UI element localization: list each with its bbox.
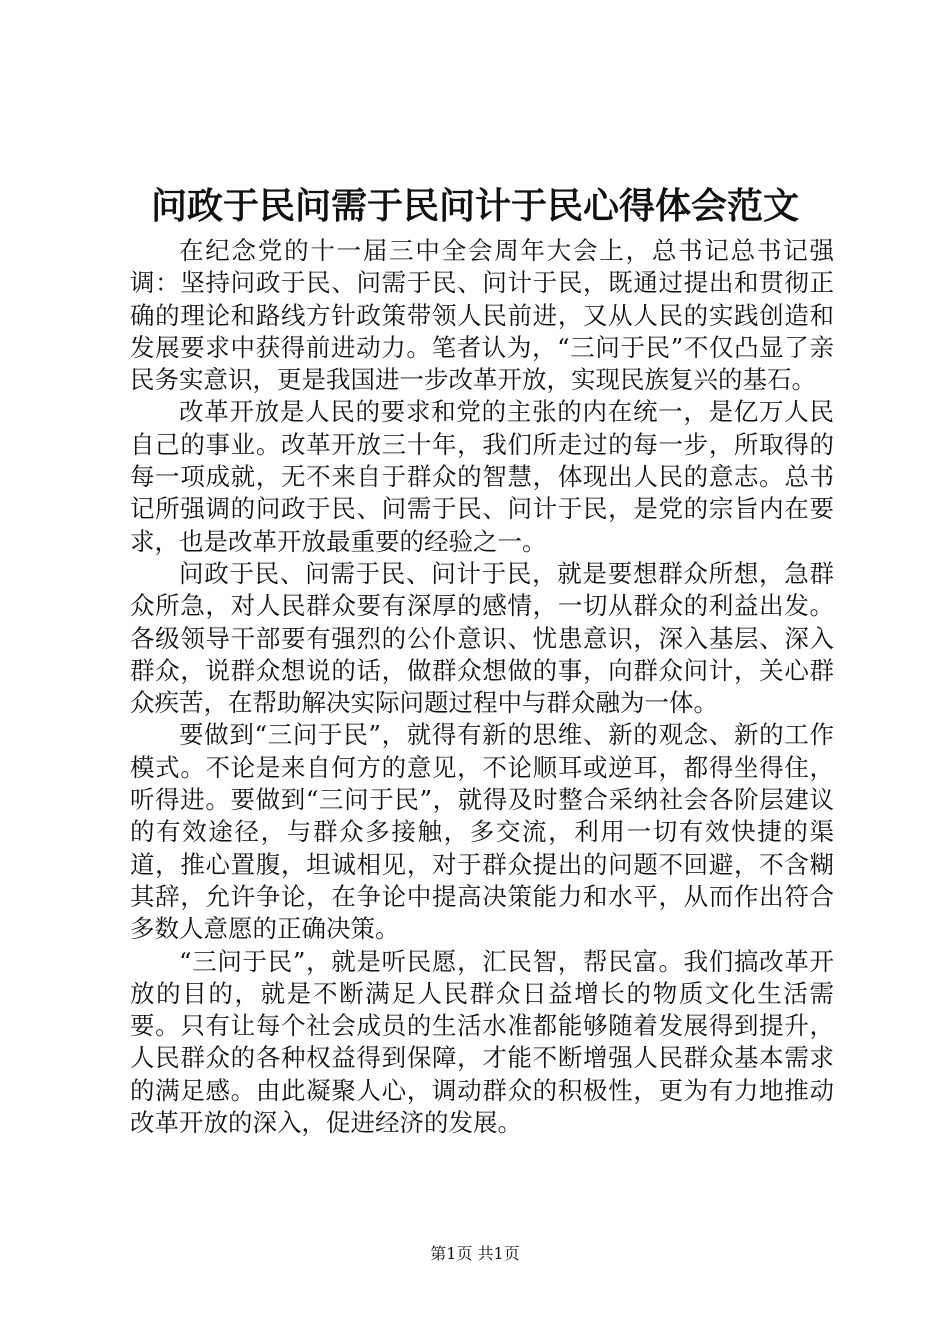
paragraph-5: “三问于民”，就是听民愿，汇民智，帮民富。我们搞改革开放的目的，就是不断满足人民群众日益增长的物质文化生活需要。只有让每个社会成员的生活水准都能够随着发展得到提升，人民群众的各种权益得到保障，才能不断增强人民群众基本需求的满足感。由此凝聚人心，调动群众的积极性，更为有力地推动改革开放的深入，促进经济的发展。 bbox=[130, 946, 834, 1138]
page-footer: 第1页 共1页 bbox=[430, 1244, 520, 1263]
paragraph-2: 改革开放是人民的要求和党的主张的内在统一，是亿万人民自己的事业。改革开放三十年，我们所走过的每一步，所取得的每一项成就，无不来自于群众的智慧，体现出人民的意志。总书记所强调的问政于民、问需于民、问计于民，是党的宗旨内在要求，也是改革开放最重要的经验之一。 bbox=[130, 397, 834, 556]
document-title: 问政于民问需于民问计于民心得体会范文 bbox=[150, 185, 799, 227]
paragraph-4: 要做到“三问于民”，就得有新的思维、新的观念、新的工作模式。不论是来自何方的意见，不论顺耳或逆耳，都得坐得住，听得进。要做到“三问于民”，就得及时整合采纳社会各阶层建议的有效途径，与群众多接触，多交流，利用一切有效快捷的渠道，推心置腹，坦诚相见，对于群众提出的问题不回避，不含糊其辞，允许争论，在争论中提高决策能力和水平，从而作出符合多数人意愿的正确决策。 bbox=[130, 720, 834, 944]
document-body bbox=[130, 235, 834, 1139]
paragraph-3: 问政于民、问需于民、问计于民，就是要想群众所想，急群众所急，对人民群众要有深厚的感情，一切从群众的利益出发。各级领导干部要有强烈的公仆意识、忧患意识，深入基层、深入群众，说群众想说的话，做群众想做的事，向群众问计，关心群众疾苦，在帮助解决实际问题过程中与群众融为一体。 bbox=[130, 558, 834, 718]
paragraph-1: 在纪念党的十一届三中全会周年大会上，总书记总书记强调：坚持问政于民、问需于民、问计于民，既通过提出和贯彻正确的理论和路线方针政策带领人民前进，又从人民的实践创造和发展要求中获得前进动力。笔者认为，“三问于民”不仅凸显了亲民务实意识，更是我国进一步改革开放，实现民族复兴的基石。 bbox=[130, 236, 834, 395]
